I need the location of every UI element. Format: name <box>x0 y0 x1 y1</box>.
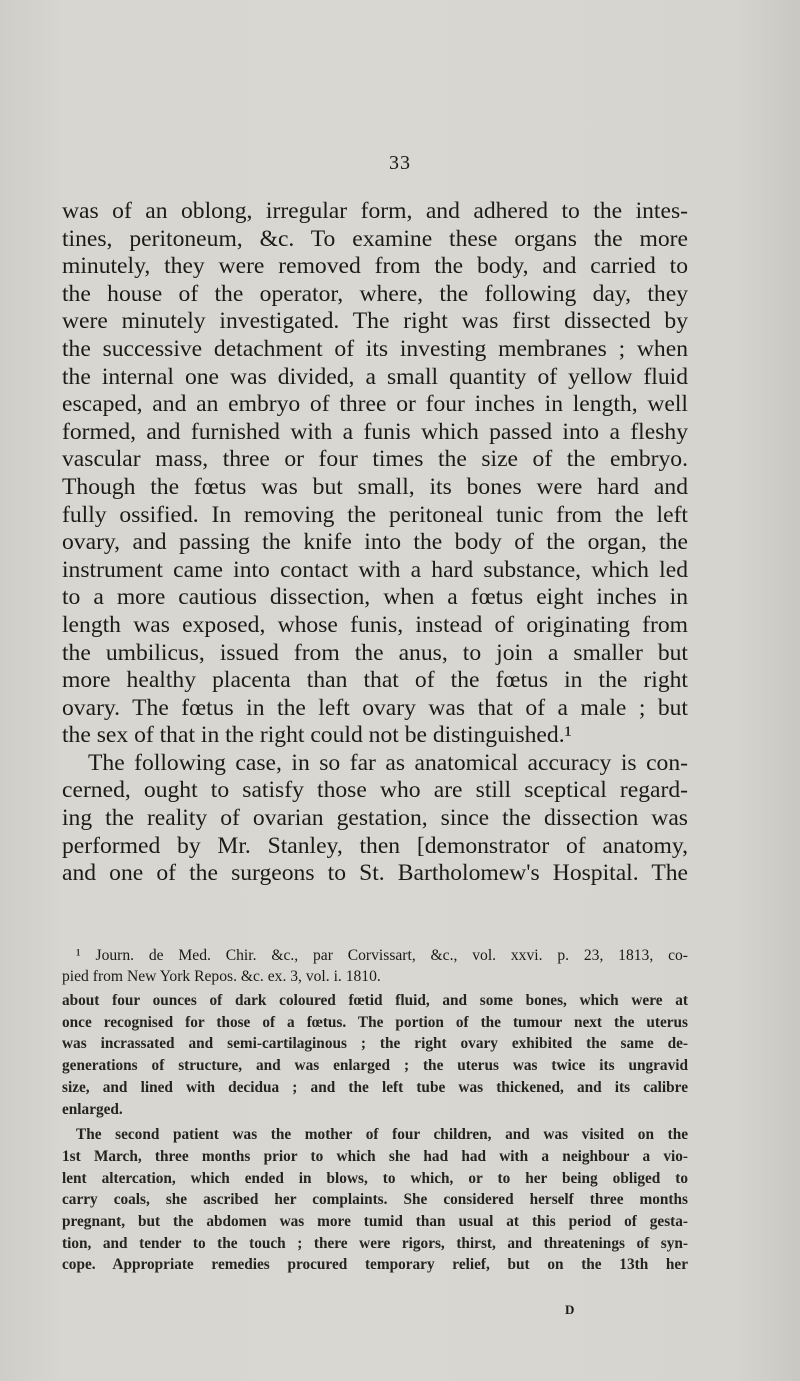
text-line: fully ossified. In removing the peritoneal tunic from the left <box>62 501 688 528</box>
note-line: lent altercation, which ended in blows, to which, or to her being obliged to <box>62 1169 688 1187</box>
text-line: the umbilicus, issued from the anus, to join a smaller but <box>62 639 688 666</box>
text-line: escaped, and an embryo of three or four inches in length, well <box>62 391 688 418</box>
note-line: was incrassated and semi-cartilaginous ; the right ovary exhibited the same de- <box>62 1035 688 1053</box>
text-line: cerned, ought to satisfy those who are still sceptical regard- <box>62 777 688 804</box>
body-paragraph-2 <box>62 750 688 888</box>
text-line: minutely, they were removed from the body, and carried to <box>62 253 688 280</box>
footnote-line: ¹ Journ. de Med. Chir. &c., par Corvissart, &c., vol. xxvi. p. 23, 1813, co- <box>76 947 688 964</box>
note-line: once recognised for those of a fœtus. The portion of the tumour next the uterus <box>62 1013 688 1031</box>
note-line: enlarged. <box>62 1100 123 1118</box>
continued-note-paragraph-2 <box>62 1124 688 1276</box>
continued-note <box>62 990 688 1276</box>
continued-note-paragraph-1 <box>62 990 688 1120</box>
note-line: pregnant, but the abdomen was more tumid than usual at this period of gesta- <box>62 1213 688 1231</box>
note-line: cope. Appropriate remedies procured temporary relief, but on the 13th her <box>62 1256 688 1274</box>
footnote-line: pied from New York Repos. &c. ex. 3, vol. i. 1810. <box>62 968 381 985</box>
text-line: formed, and furnished with a funis which passed into a fleshy <box>62 418 688 445</box>
note-line: tion, and tender to the touch ; there were rigors, thirst, and threatenings of syn- <box>62 1234 688 1252</box>
text-line: was of an oblong, irregular form, and adhered to the intes- <box>62 198 688 224</box>
text-line: ovary. The fœtus in the left ovary was that of a male ; but <box>62 694 688 721</box>
text-line: ovary, and passing the knife into the body of the organ, the <box>62 529 688 556</box>
note-line: carry coals, she ascribed her complaints. She considered herself three months <box>62 1191 688 1209</box>
body-paragraph-1 <box>62 198 688 750</box>
text-line: instrument came into contact with a hard substance, which led <box>62 556 688 583</box>
page-number: 33 <box>389 152 411 174</box>
note-line: about four ounces of dark coloured fœtid fluid, and some bones, which were at <box>62 992 688 1009</box>
text-line: tines, peritoneum, &c. To examine these organs the more <box>62 225 688 252</box>
note-line: The second patient was the mother of four children, and was visited on the <box>76 1126 688 1144</box>
text-line: vascular mass, three or four times the size of the embryo. <box>62 446 688 473</box>
text-line: Though the fœtus was but small, its bones were hard and <box>62 473 688 500</box>
text-line: performed by Mr. Stanley, then [demonstrator of anatomy, <box>62 832 688 859</box>
note-line: 1st March, three months prior to which she had had with a neighbour a vio- <box>62 1147 688 1165</box>
text-line: The following case, in so far as anatomical accuracy is con- <box>88 749 688 776</box>
text-line: and one of the surgeons to St. Bartholomew's Hospital. The <box>62 860 688 887</box>
text-line: the internal one was divided, a small quantity of yellow fluid <box>62 363 688 390</box>
text-line: length was exposed, whose funis, instead of originating from <box>62 611 688 638</box>
signature-mark: D <box>565 1302 576 1317</box>
text-line: more healthy placenta than that of the fœtus in the right <box>62 667 688 694</box>
note-line: size, and lined with decidua ; and the left tube was thickened, and its calibre <box>62 1078 688 1096</box>
text-line: were minutely investigated. The right was first dissected by <box>62 308 688 335</box>
text-line: the successive detachment of its investing membranes ; when <box>62 335 688 362</box>
text-line: the sex of that in the right could not be distinguished.¹ <box>62 722 572 749</box>
footnote <box>62 945 688 987</box>
text-line: ing the reality of ovarian gestation, since the dissection was <box>62 805 688 832</box>
main-text <box>62 198 688 888</box>
text-line: to a more cautious dissection, when a fœtus eight inches in <box>62 584 688 611</box>
text-line: the house of the operator, where, the following day, they <box>62 280 688 307</box>
note-line: generations of structure, and was enlarged ; the uterus was twice its ungravid <box>62 1057 688 1075</box>
